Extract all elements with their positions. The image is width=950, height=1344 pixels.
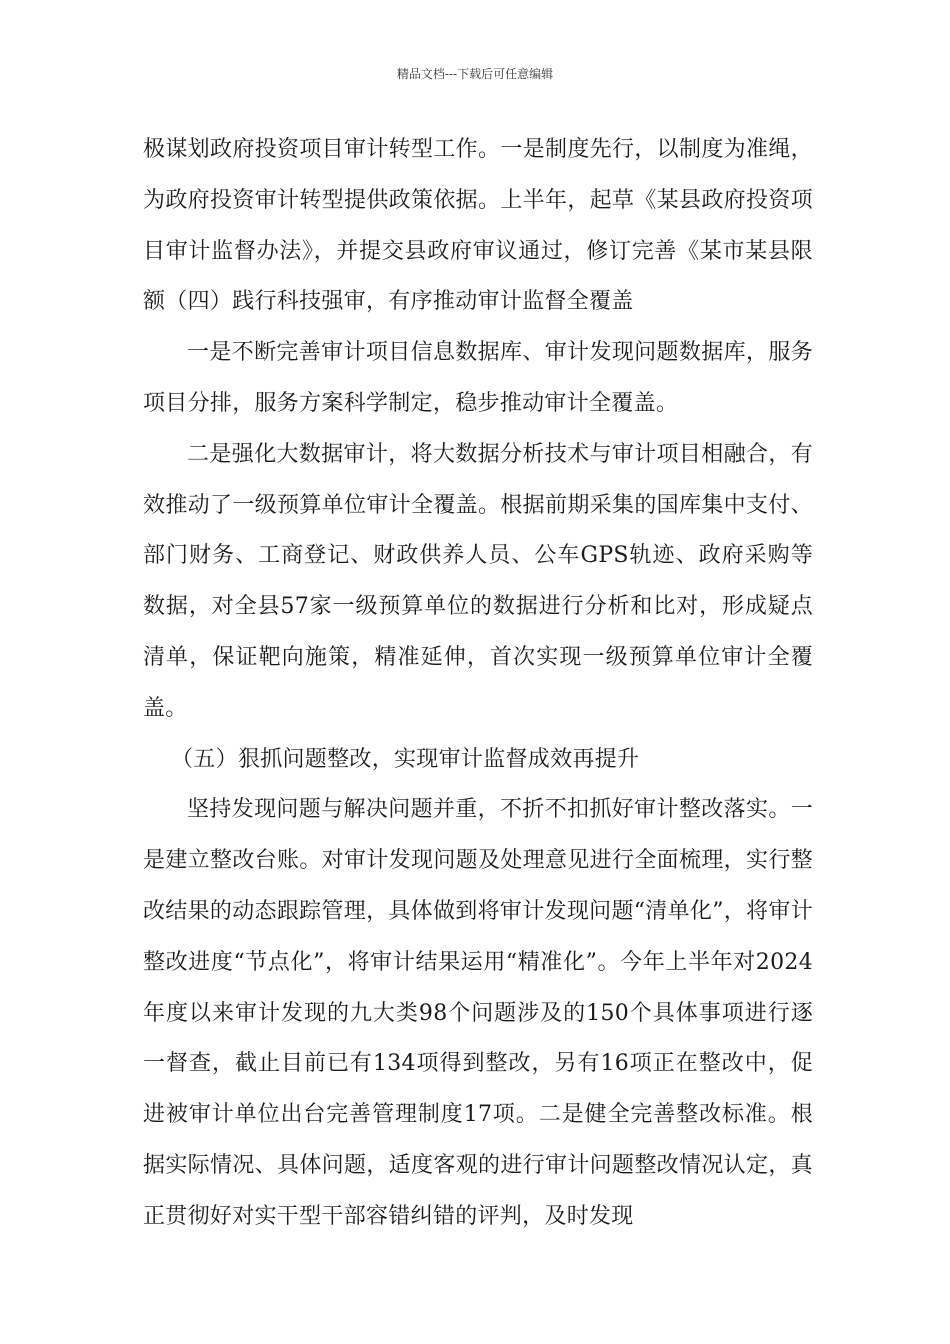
document-body [143, 125, 813, 1243]
section-heading: （五）狠抓问题整改，实现审计监督成效再提升 [171, 746, 640, 772]
paragraph-item-one: 一是不断完善审计项目信息数据库、审计发现问题数据库，服务项目分排，服务方案科学制定，稳步推动审计全覆盖。 [143, 340, 813, 416]
page-header: 精品文档---下载后可任意编辑 [396, 67, 554, 81]
paragraph-rectification: 坚持发现问题与解决问题并重，不折不扣抓好审计整改落实。一是建立整改台账。对审计发现问题及处理意见进行全面梳理，实行整改结果的动态跟踪管理，具体做到将审计发现问题“清单化”，将审计整改进度“节点化”，将审计结果运用“精准化”。今年上半年对2024年度以来审计发现的九大类98个问题涉及的150个具体事项进行逐一督查，截止目前已有134项得到整改，另有16项正在整改中，促进被审计单位出台完善管理制度17项。二是健全完善整改标准。根据实际情况、具体问题，适度客观的进行审计问题整改情况认定，真正贯彻好对实干型干部容错纠错的评判，及时发现 [143, 797, 813, 1229]
paragraph-continuation: 极谋划政府投资项目审计转型工作。一是制度先行，以制度为准绳，为政府投资审计转型提供政策依据。上半年，起草《某县政府投资项目审计监督办法》，并提交县政府审议通过，修订完善《某市某县限额（四）践行科技强审，有序推动审计监督全覆盖 [143, 137, 813, 315]
paragraph-item-two: 二是强化大数据审计，将大数据分析技术与审计项目相融合，有效推动了一级预算单位审计全覆盖。根据前期采集的国库集中支付、部门财务、工商登记、财政供养人员、公车GPS轨迹、政府采购等数据，对全县57家一级预算单位的数据进行分析和比对，形成疑点清单，保证靶向施策，精准延伸，首次实现一级预算单位审计全覆盖。 [143, 441, 813, 721]
